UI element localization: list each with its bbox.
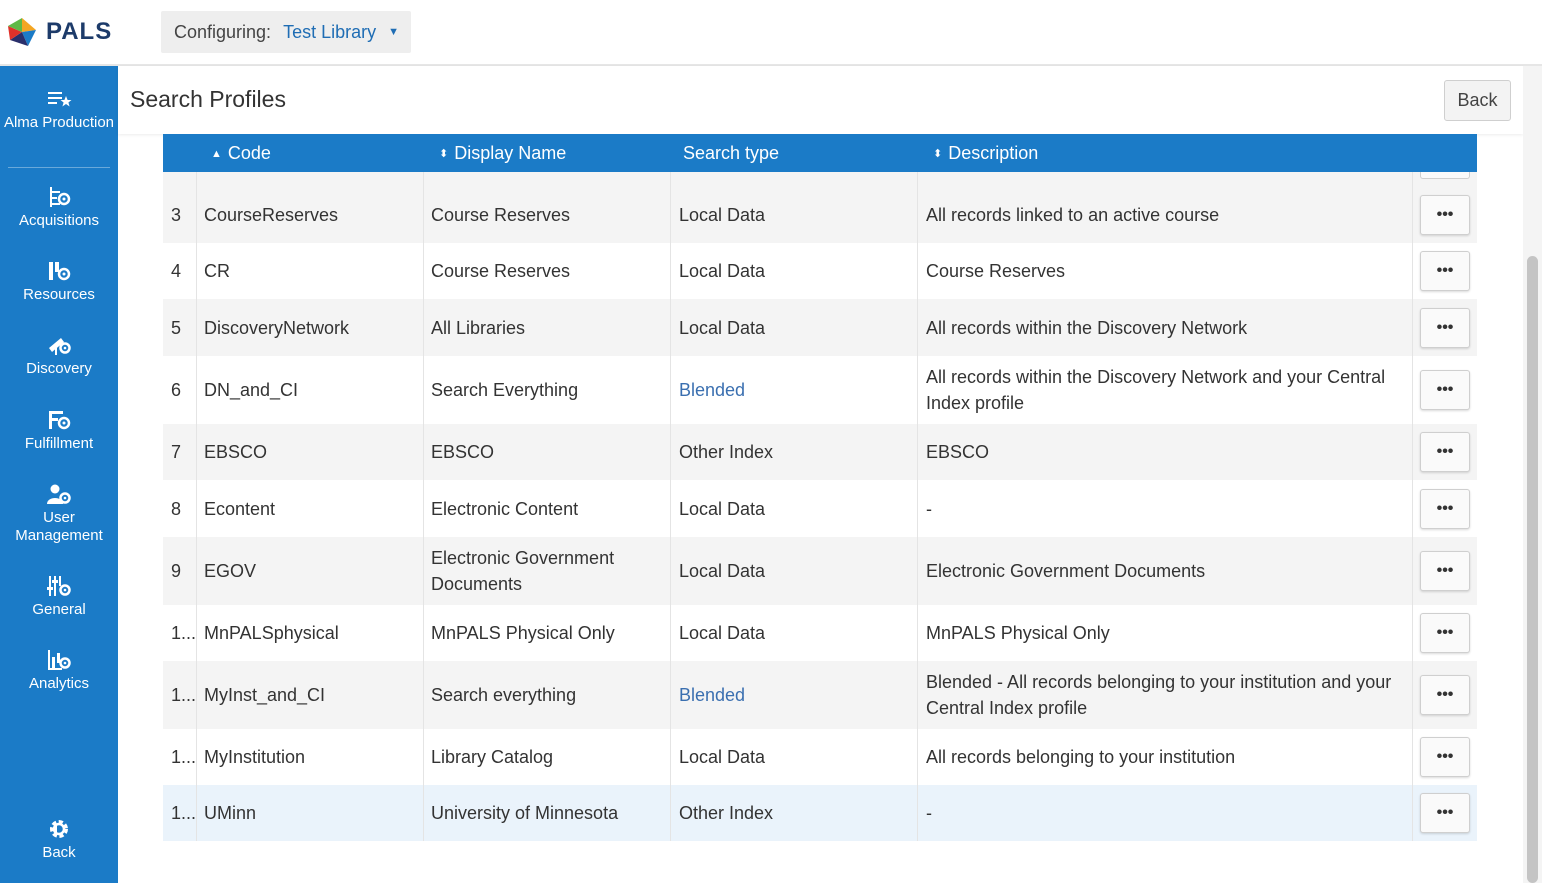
row-actions-button[interactable]: •••	[1420, 195, 1470, 235]
row-code: MnPALSphysical	[204, 623, 339, 643]
back-gear-icon	[46, 818, 72, 840]
row-description: Course Reserves	[926, 261, 1066, 281]
table-row[interactable]	[163, 537, 1477, 605]
sidebar-item-label: Acquisitions	[18, 212, 100, 229]
row-code: Econtent	[204, 498, 276, 519]
top-bar	[0, 0, 1542, 66]
row-code: EBSCO	[204, 442, 268, 462]
row-description: Electronic Government Documents	[926, 561, 1206, 581]
row-actions-button[interactable]: •••	[1420, 737, 1470, 777]
row-number: 5	[171, 317, 182, 338]
fulfillment-gear-icon	[46, 409, 72, 431]
sort-both-icon: ⬍	[439, 148, 449, 160]
row-description: -	[926, 498, 932, 519]
row-code: EGOV	[204, 561, 257, 581]
sidebar-item-acquisitions[interactable]	[0, 186, 118, 230]
table-row[interactable]	[163, 785, 1477, 841]
column-header-search-type: Search type	[683, 143, 780, 163]
sidebar-back-label: Back	[42, 844, 76, 861]
row-code: DN_and_CI	[204, 380, 299, 400]
sort-asc-icon: ▲	[211, 148, 222, 160]
row-number: 1...	[171, 623, 197, 643]
sidebar-item-label: Alma Production	[3, 114, 115, 131]
row-code: CourseReserves	[204, 204, 339, 225]
row-display-name: Search everything	[431, 685, 577, 705]
row-description: All records belonging to your institution	[926, 747, 1236, 767]
row-description: All records within the Discovery Network	[926, 317, 1248, 338]
column-header-description[interactable]: ⬍ Description	[933, 143, 1039, 163]
row-display-name: All Libraries	[431, 317, 526, 338]
row-description: Blended - All records belonging to your institution and your Central Index profile	[926, 672, 1392, 718]
row-display-name: University of Minnesota	[431, 803, 619, 823]
row-search-type: Local Data	[679, 498, 766, 519]
row-actions-button[interactable]: •••	[1420, 613, 1470, 653]
sidebar-item-label: Resources	[23, 286, 95, 303]
row-search-type: Blended	[679, 685, 746, 705]
user-gear-icon	[46, 483, 72, 505]
row-display-name: MnPALS Physical Only	[431, 623, 615, 643]
configuring-dropdown[interactable]	[161, 11, 411, 53]
row-code: UMinn	[204, 803, 257, 823]
sidebar-back[interactable]	[0, 818, 118, 862]
sidebar-item-fulfillment[interactable]	[0, 409, 118, 453]
row-description: All records within the Discovery Network and your Central Index profile	[926, 367, 1386, 413]
table-row[interactable]	[163, 186, 1477, 243]
row-description: MnPALS Physical Only	[926, 623, 1110, 643]
pals-logo-icon	[6, 16, 38, 48]
sidebar-item-general[interactable]	[0, 575, 118, 619]
logo-text: PALS	[46, 18, 113, 45]
vertical-scrollbar[interactable]	[1523, 66, 1542, 883]
sidebar-item-label: Fulfillment	[24, 435, 94, 452]
row-number: 8	[171, 498, 182, 519]
page-title: Search Profiles	[130, 86, 286, 112]
main-content	[118, 66, 1542, 883]
row-search-type: Blended	[679, 380, 746, 400]
row-display-name: Electronic Content	[431, 498, 579, 519]
row-display-name: Course Reserves	[431, 261, 571, 281]
sidebar-item-label: General	[32, 601, 86, 618]
row-actions-button[interactable]: •••	[1420, 432, 1470, 472]
row-search-type: Other Index	[679, 803, 774, 823]
sidebar	[0, 66, 118, 883]
row-actions-button[interactable]: •••	[1420, 675, 1470, 715]
row-description: -	[926, 803, 932, 823]
configuring-value: Test Library	[283, 21, 377, 42]
row-search-type: Local Data	[679, 204, 766, 225]
caret-down-icon: ▼	[388, 26, 399, 38]
scrollbar-thumb[interactable]	[1527, 256, 1538, 883]
table-row[interactable]	[163, 424, 1477, 480]
table-row[interactable]	[163, 729, 1477, 785]
row-search-type: Local Data	[679, 561, 766, 581]
row-search-type: Local Data	[679, 623, 766, 643]
column-header-display-name[interactable]: ⬍ Display Name	[439, 143, 567, 163]
column-header-code[interactable]: ▲ Code	[211, 143, 271, 163]
row-code: MyInst_and_CI	[204, 685, 326, 705]
telescope-gear-icon	[46, 334, 72, 356]
row-number: 4	[171, 261, 182, 281]
row-number: 1...	[171, 685, 197, 705]
table-header	[163, 134, 1477, 172]
row-code: DiscoveryNetwork	[204, 317, 350, 338]
sidebar-item-resources[interactable]	[0, 260, 118, 304]
table-row[interactable]	[163, 299, 1477, 356]
sidebar-item-alma-production[interactable]	[0, 88, 118, 132]
sort-both-icon: ⬍	[933, 148, 943, 160]
list-star-icon	[46, 88, 72, 110]
row-display-name: Library Catalog	[431, 747, 554, 767]
row-actions-button[interactable]: •••	[1420, 489, 1470, 529]
sidebar-item-label: Analytics	[28, 675, 90, 692]
sidebar-item-user-management[interactable]	[0, 483, 118, 545]
acquisitions-gear-icon	[46, 186, 72, 208]
row-code: MyInstitution	[204, 747, 306, 767]
row-code: CR	[204, 261, 230, 281]
row-display-name: Electronic Government Documents	[431, 548, 615, 594]
sliders-gear-icon	[46, 575, 72, 597]
row-description: All records linked to an active course	[926, 204, 1220, 225]
back-button[interactable]: Back	[1444, 80, 1511, 121]
row-actions-button[interactable]: •••	[1420, 551, 1470, 591]
row-actions-button[interactable]: •••	[1420, 793, 1470, 833]
pals-logo[interactable]	[6, 16, 112, 48]
sidebar-item-analytics[interactable]	[0, 649, 118, 693]
configuring-label: Configuring:	[174, 21, 272, 42]
row-number: 1...	[171, 803, 197, 823]
content-panel	[118, 66, 1523, 883]
row-display-name: EBSCO	[431, 442, 495, 462]
resources-gear-icon	[46, 260, 72, 282]
row-search-type: Local Data	[679, 261, 766, 281]
table-row[interactable]	[163, 356, 1477, 424]
row-display-name: Course Reserves	[431, 204, 571, 225]
row-number: 9	[171, 561, 182, 581]
analytics-gear-icon	[46, 649, 72, 671]
sidebar-item-discovery[interactable]	[0, 334, 118, 378]
title-bar	[118, 66, 1523, 134]
row-actions-button[interactable]: •••	[1420, 370, 1470, 410]
row-search-type: Other Index	[679, 442, 774, 462]
row-search-type: Local Data	[679, 747, 766, 767]
table-row[interactable]	[163, 661, 1477, 729]
row-actions-button-partial[interactable]	[1420, 172, 1470, 179]
row-description: EBSCO	[926, 442, 990, 462]
row-number: 6	[171, 380, 182, 400]
table-row-partial	[163, 172, 1477, 186]
sidebar-item-label: Discovery	[26, 360, 92, 377]
table-row[interactable]	[163, 605, 1477, 661]
row-number: 3	[171, 204, 182, 225]
sidebar-item-label: User Management	[15, 509, 103, 544]
row-display-name: Search Everything	[431, 380, 579, 400]
table-row[interactable]	[163, 480, 1477, 537]
row-actions-button[interactable]: •••	[1420, 251, 1470, 291]
sidebar-divider	[8, 167, 110, 168]
row-number: 7	[171, 442, 182, 462]
row-search-type: Local Data	[679, 317, 766, 338]
row-actions-button[interactable]: •••	[1420, 308, 1470, 348]
table-row[interactable]	[163, 243, 1477, 299]
row-number: 1...	[171, 747, 197, 767]
